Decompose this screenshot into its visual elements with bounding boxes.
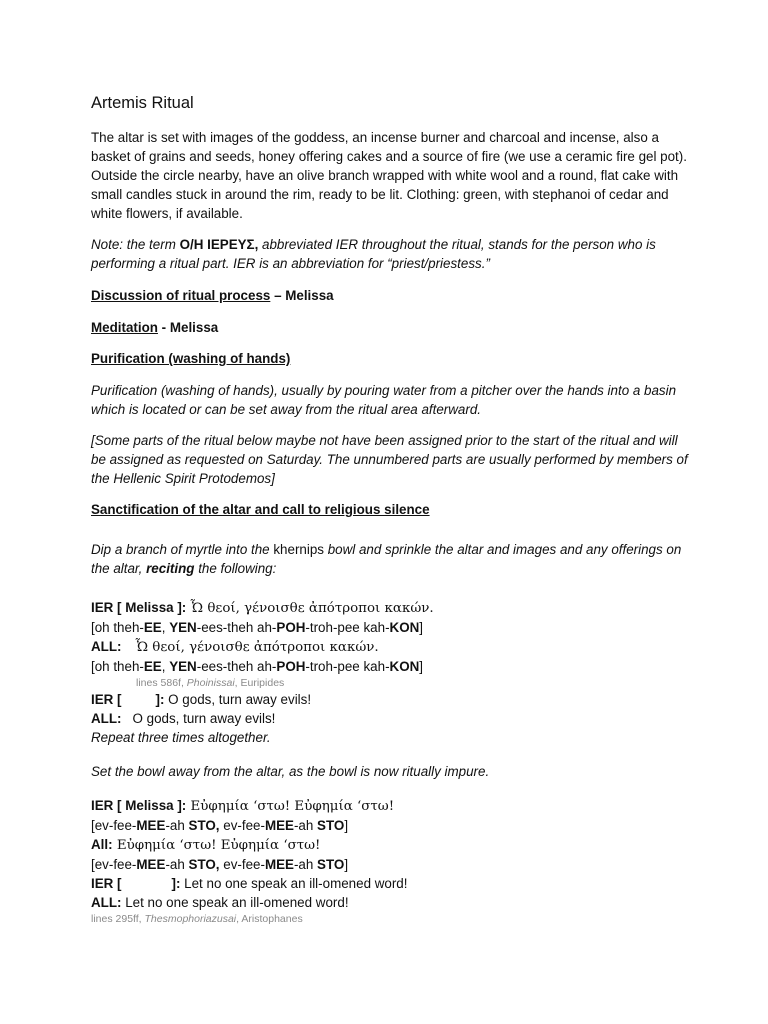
- all-greek-line: [91, 835, 691, 855]
- pron-seg: ,: [161, 659, 170, 674]
- greek-text: Εὐφημία ‘στω! Εὐφημία ‘στω!: [186, 799, 395, 814]
- meditation-heading-text: Meditation: [91, 320, 158, 335]
- speaker-label: IER [ Melissa ]:: [91, 600, 187, 615]
- english-text: Let no one speak an ill-omened word!: [121, 895, 349, 910]
- pron-seg: ]: [344, 818, 349, 833]
- greek-text: Ὦ θεοί, γένοισθε ἀπότροποι κακών.: [186, 601, 434, 616]
- all-english-line: [91, 709, 691, 728]
- pron-seg: -troh-pee kah-: [305, 659, 390, 674]
- english-text: O gods, turn away evils!: [132, 711, 276, 726]
- sanctification-instructions: [91, 540, 691, 578]
- cite-work: Phoinissai: [186, 677, 235, 689]
- all-english-line: [91, 893, 691, 912]
- discussion-heading: [91, 286, 691, 305]
- repeat-instruction: Repeat three times altogether.: [91, 730, 271, 745]
- pron-seg: -ah: [293, 818, 318, 833]
- pron-stress: STO: [317, 818, 345, 833]
- pron-seg: -ees-theh ah-: [196, 659, 277, 674]
- pron-stress: EE: [143, 620, 162, 635]
- cite-seg: lines 586f,: [136, 677, 187, 689]
- speaker-label: IER [: [91, 876, 122, 891]
- pron-stress: MEE: [136, 818, 166, 833]
- sanctification-heading: Sanctification of the altar and call to religious silence: [91, 502, 430, 517]
- cite-seg: lines 295ff,: [91, 913, 145, 925]
- note-paragraph: [91, 235, 691, 273]
- meditation-leader: - Melissa: [157, 320, 219, 335]
- greek-text: Εὐφημία ‘στω! Εὐφημία ‘στω!: [112, 838, 321, 853]
- citation-aristophanes: [91, 912, 691, 926]
- english-text: O gods, turn away evils!: [164, 692, 312, 707]
- speaker-label-end: ]:: [171, 876, 181, 891]
- pron-seg: [ev-fee-: [91, 818, 137, 833]
- pron-seg: ]: [344, 857, 349, 872]
- purification-heading: Purification (washing of hands): [91, 351, 291, 366]
- pron-stress: STO,: [188, 818, 220, 833]
- all-greek-line: [91, 637, 691, 657]
- citation-euripides: [91, 676, 691, 690]
- note-term: O/H ΙΕΡΕΥΣ,: [179, 237, 259, 252]
- speaker-label: ALL:: [91, 711, 122, 726]
- ier-greek-line: [91, 796, 691, 816]
- speaker-label-end: ]:: [155, 692, 165, 707]
- speaker-label: ALL:: [91, 895, 122, 910]
- set-bowl-instruction: Set the bowl away from the altar, as the bowl is now ritually impure.: [91, 764, 490, 779]
- pron-seg: -ah: [165, 857, 189, 872]
- pron-seg: -troh-pee kah-: [305, 620, 390, 635]
- cite-seg: , Euripides: [234, 677, 285, 689]
- pron-stress: MEE: [264, 857, 294, 872]
- discussion-heading-text: Discussion of ritual process: [91, 288, 271, 303]
- pron-seg: ,: [161, 620, 170, 635]
- recitation-block-1: [91, 598, 691, 747]
- pron-stress: MEE: [136, 857, 166, 872]
- pronunciation-line: [91, 657, 691, 676]
- pron-stress: POH: [276, 659, 306, 674]
- instr-part: the following:: [194, 561, 277, 576]
- pron-seg: ev-fee-: [219, 857, 265, 872]
- recitation-block-2: [91, 796, 691, 926]
- discussion-leader: – Melissa: [270, 288, 334, 303]
- speaker-label: IER [ Melissa ]:: [91, 798, 187, 813]
- pron-seg: -ah: [293, 857, 318, 872]
- ier-greek-line: [91, 598, 691, 618]
- pron-seg: [oh theh-: [91, 659, 144, 674]
- ier-english-line: [91, 874, 691, 893]
- page-title: Artemis Ritual: [91, 94, 194, 112]
- speaker-label: All:: [91, 837, 113, 852]
- pron-stress: POH: [276, 620, 306, 635]
- pronunciation-line: [91, 855, 691, 874]
- pron-seg: [ev-fee-: [91, 857, 137, 872]
- note-prefix: Note: the term: [91, 237, 180, 252]
- meditation-heading: [91, 318, 691, 337]
- pron-stress: YEN: [169, 620, 197, 635]
- pron-seg: ]: [419, 659, 424, 674]
- pron-stress: KON: [389, 620, 420, 635]
- intro-paragraph: The altar is set with images of the goddess, an incense burner and charcoal and incense, also a basket of grains and seeds, honey offering cakes and a source of fire (we use a ceramic fire gel pot). Outside the circle nearby, have an olive branch wrapped with white wool and a round, flat cake with small candles stuck in around the rim, ready to be lit. Clothing: green, with stephanoi of cedar and white flowers, if available.: [91, 130, 687, 221]
- english-text: Let no one speak an ill-omened word!: [180, 876, 408, 891]
- speaker-label: ALL:: [91, 639, 122, 654]
- ier-english-line: [91, 690, 691, 709]
- instr-part: Dip a branch of myrtle into the: [91, 542, 274, 557]
- pron-stress: EE: [143, 659, 162, 674]
- pron-seg: ev-fee-: [219, 818, 265, 833]
- speaker-label: IER [: [91, 692, 122, 707]
- instr-part: bowl and sprinkle the altar and images and any offerings on the altar,: [91, 542, 682, 576]
- pron-stress: YEN: [169, 659, 197, 674]
- pron-stress: MEE: [264, 818, 294, 833]
- pronunciation-line: [91, 816, 691, 835]
- pron-stress: STO: [317, 857, 345, 872]
- khernips-term: khernips: [273, 542, 324, 557]
- note-suffix: abbreviated IER throughout the ritual, stands for the person who is performing a ritual part. IER is an abbreviation for “priest/priestess.”: [91, 237, 656, 271]
- pron-seg: ]: [419, 620, 424, 635]
- cite-work: Thesmophoriazusai: [144, 913, 237, 925]
- pron-seg: [oh theh-: [91, 620, 144, 635]
- pron-seg: -ees-theh ah-: [196, 620, 277, 635]
- greek-text: Ὦ θεοί, γένοισθε ἀπότροποι κακών.: [135, 640, 379, 655]
- cite-seg: , Aristophanes: [236, 913, 303, 925]
- pronunciation-line: [91, 618, 691, 637]
- reciting-term: reciting: [146, 561, 195, 576]
- pron-stress: KON: [389, 659, 420, 674]
- pron-seg: -ah: [165, 818, 189, 833]
- assignment-note: [Some parts of the ritual below maybe not have been assigned prior to the start of the ritual and will be assigned as requested on Saturday. The unnumbered parts are usually performed by members of the Hellenic Spirit Protodemos]: [91, 433, 688, 486]
- pron-stress: STO,: [188, 857, 220, 872]
- purification-text: Purification (washing of hands), usually by pouring water from a pitcher over the hands into a basin which is located or can be set away from the ritual area afterward.: [91, 383, 677, 417]
